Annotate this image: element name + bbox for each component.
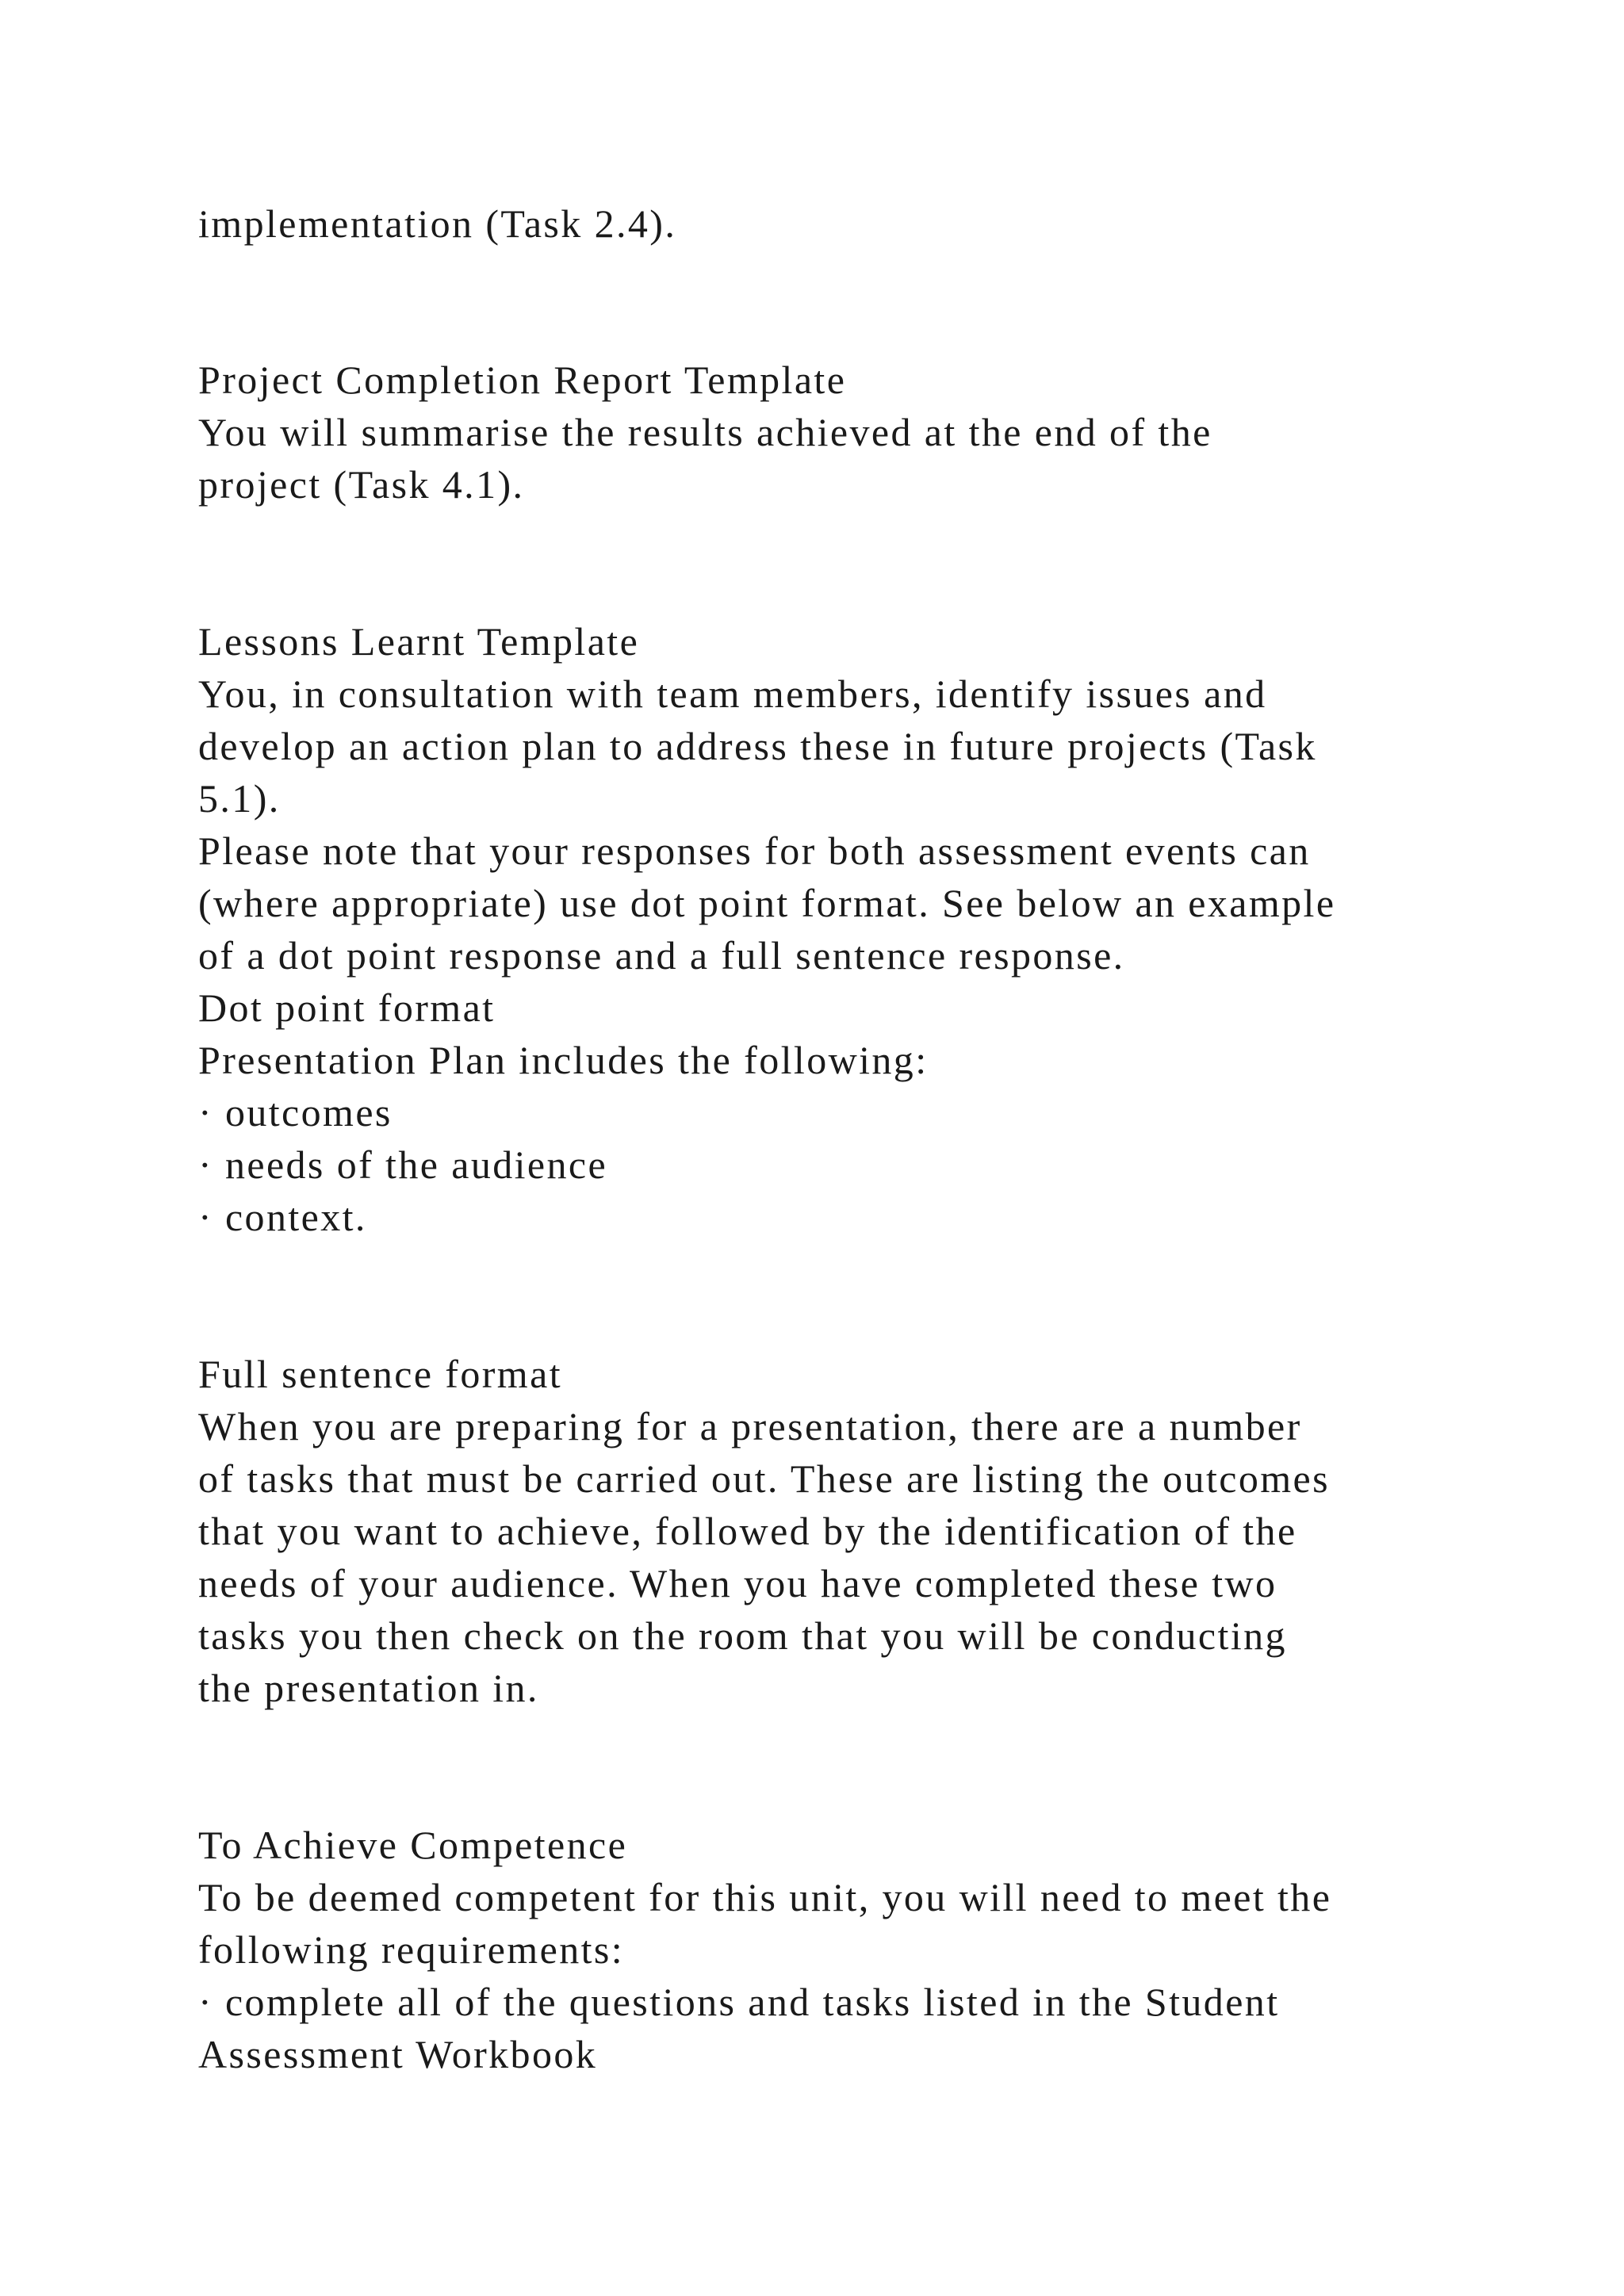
competence-body-line: To be deemed competent for this unit, you will need to meet the <box>198 1875 1332 1919</box>
bullet-item: · context. <box>198 1195 367 1239</box>
lessons-learnt-heading: Lessons Learnt Template <box>198 619 640 664</box>
full-sentence-body-line: that you want to achieve, followed by the identification of the <box>198 1509 1297 1553</box>
full-sentence-body-line: When you are preparing for a presentation, there are a number <box>198 1404 1302 1448</box>
bullet-item-continuation: Assessment Workbook <box>198 2032 598 2076</box>
bullet-item: · needs of the audience <box>198 1142 608 1187</box>
full-sentence-body-line: needs of your audience. When you have completed these two <box>198 1561 1277 1605</box>
dot-point-intro: Presentation Plan includes the following: <box>198 1038 929 1082</box>
bullet-item: · complete all of the questions and tasks listed in the Student <box>198 1980 1280 2024</box>
full-sentence-body-line: of tasks that must be carried out. These are listing the outcomes <box>198 1456 1330 1501</box>
intro-line: implementation (Task 2.4). <box>198 201 677 246</box>
full-sentence-body-line: the presentation in. <box>198 1666 539 1710</box>
competence-heading: To Achieve Competence <box>198 1823 628 1867</box>
full-sentence-body-line: tasks you then check on the room that you will be conducting <box>198 1613 1287 1658</box>
project-completion-heading: Project Completion Report Template <box>198 358 847 402</box>
bullet-item: · outcomes <box>198 1090 393 1135</box>
project-completion-body-line: project (Task 4.1). <box>198 462 525 507</box>
dot-point-heading: Dot point format <box>198 985 496 1030</box>
lessons-learnt-note-line: Please note that your responses for both assessment events can <box>198 828 1311 873</box>
lessons-learnt-note-line: of a dot point response and a full sentence response. <box>198 933 1125 978</box>
lessons-learnt-body-line: develop an action plan to address these in future projects (Task <box>198 724 1317 768</box>
competence-body-line: following requirements: <box>198 1927 625 1972</box>
project-completion-body-line: You will summarise the results achieved at the end of the <box>198 410 1212 454</box>
lessons-learnt-note-line: (where appropriate) use dot point format. See below an example <box>198 881 1336 925</box>
full-sentence-heading: Full sentence format <box>198 1352 562 1396</box>
lessons-learnt-body-line: 5.1). <box>198 776 281 821</box>
lessons-learnt-body-line: You, in consultation with team members, identify issues and <box>198 672 1267 716</box>
